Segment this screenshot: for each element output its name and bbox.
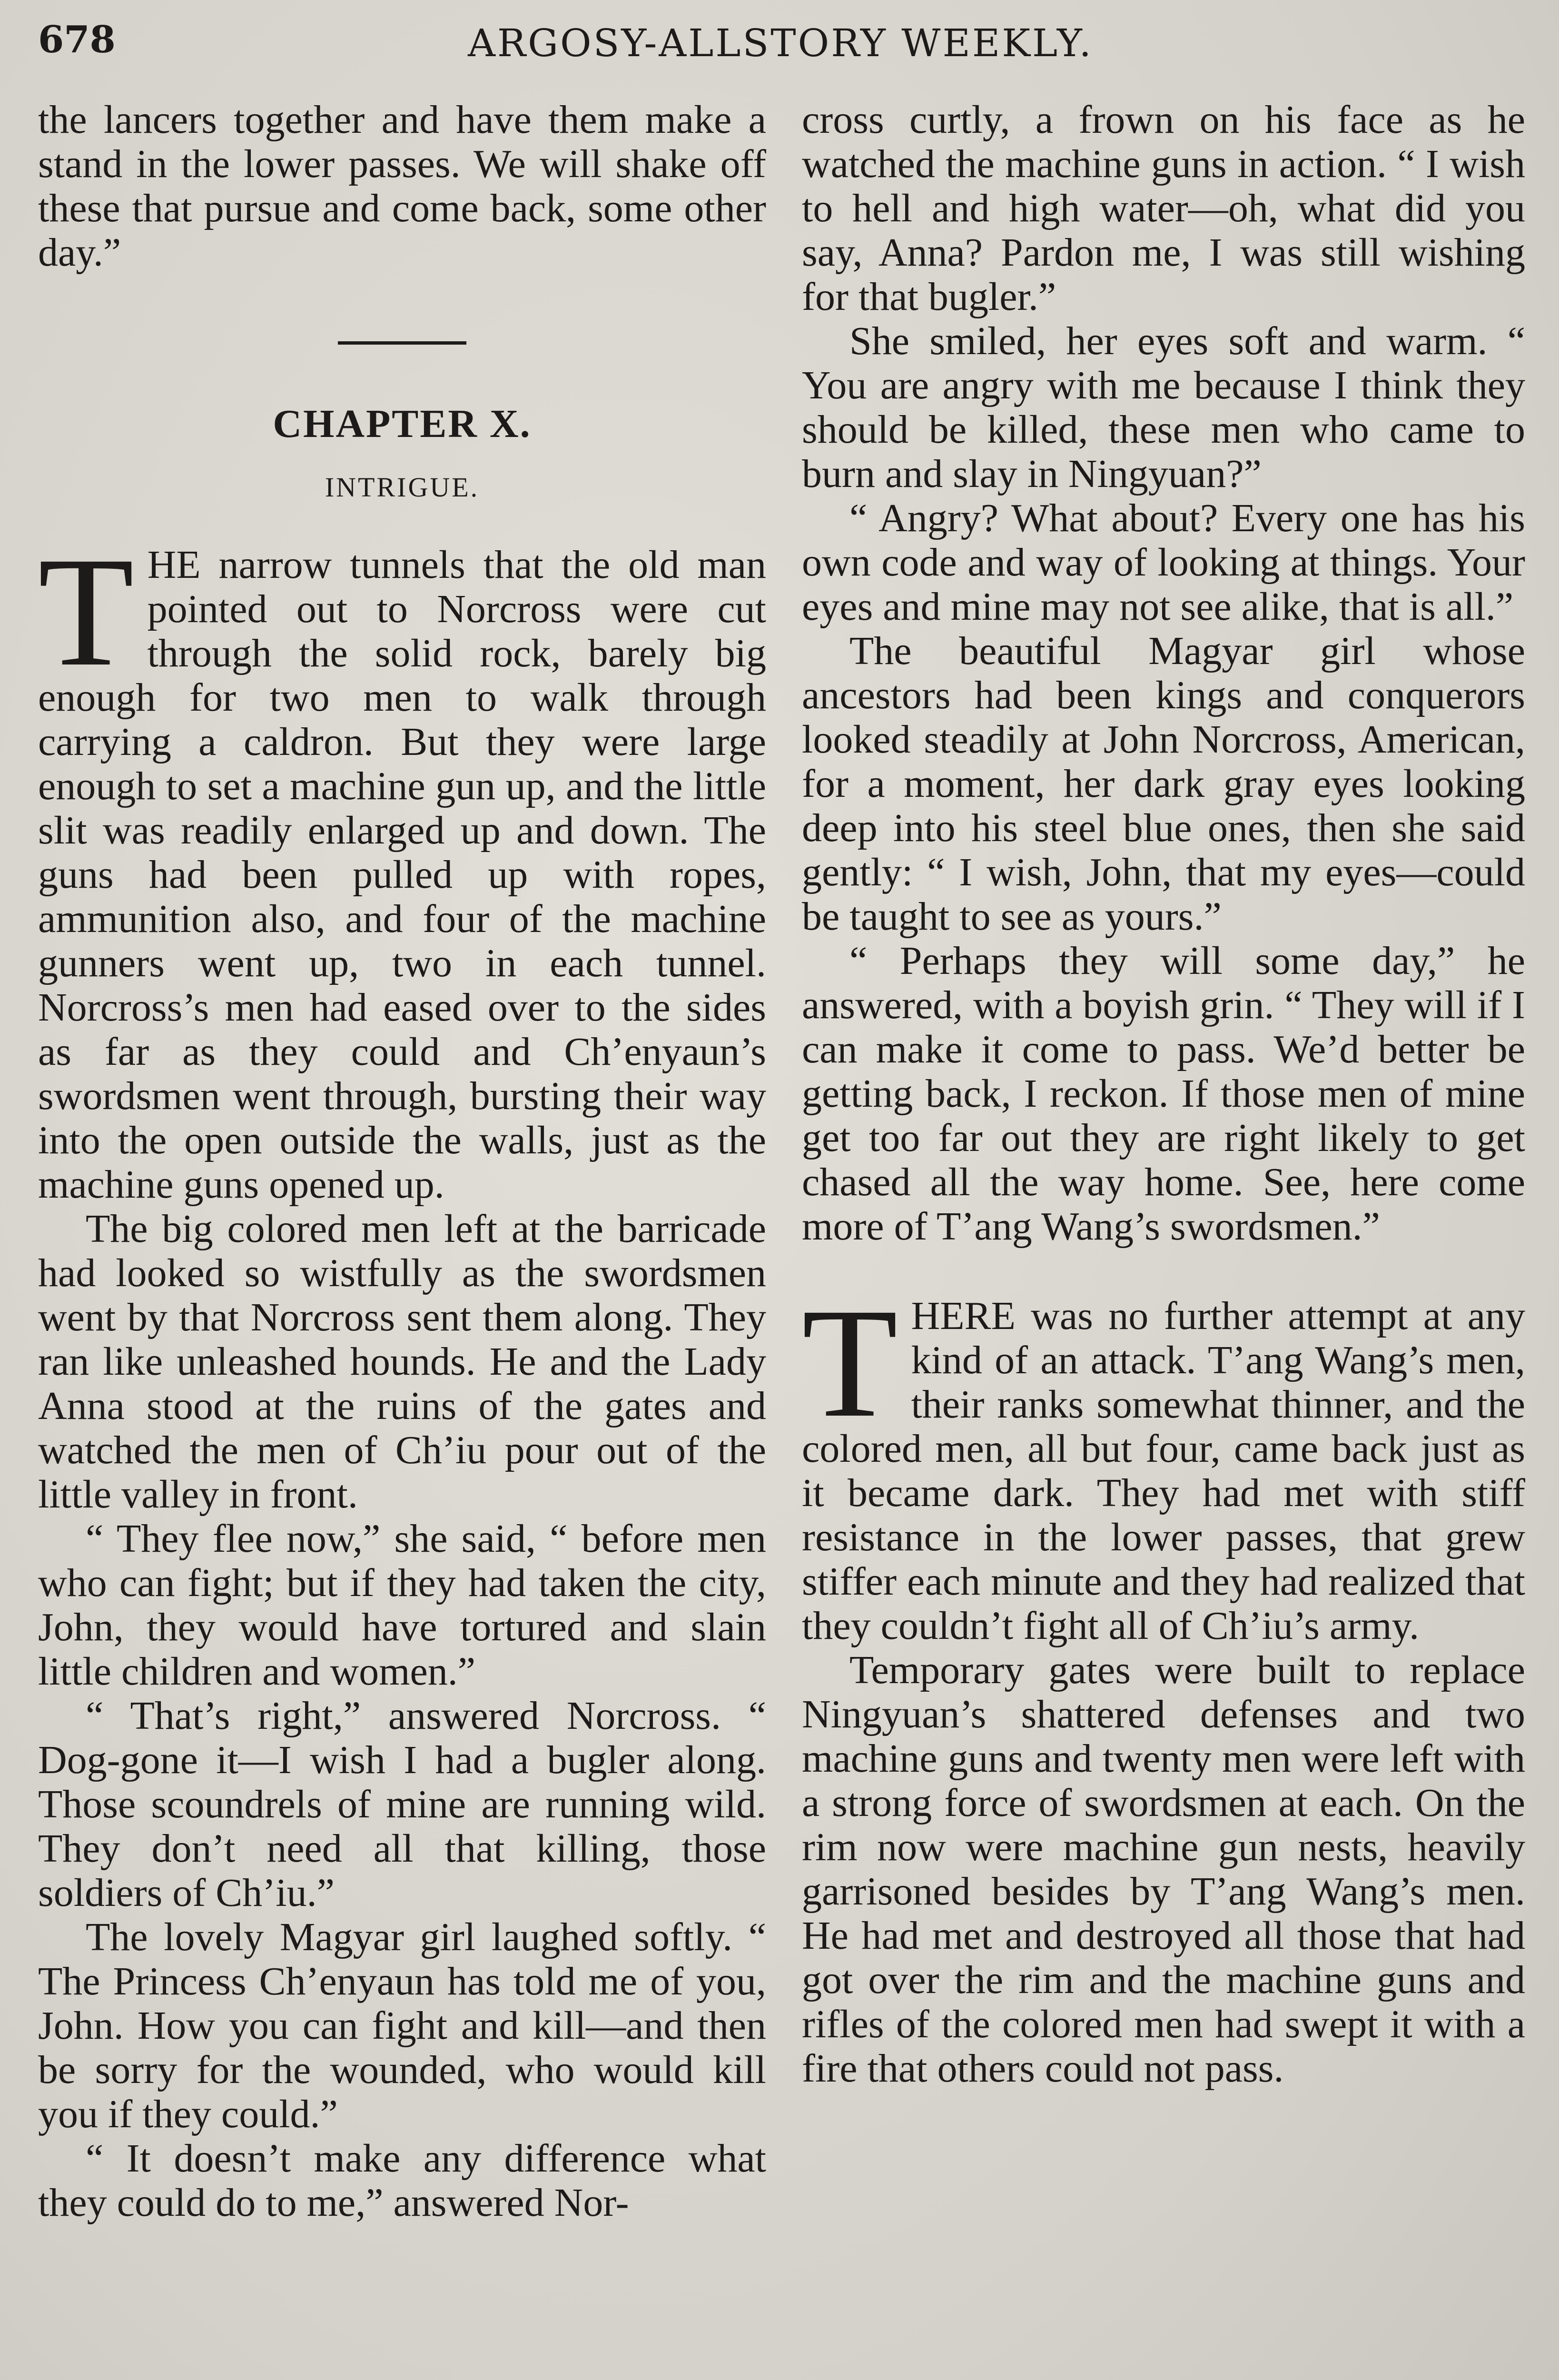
paragraph: Temporary gates were built to replace Ningyuan’s shattered defenses and two machine guns and twenty men were left with a strong force of swordsmen at each. On the rim now were machine gun nests, heavily garrisoned besides by T’ang Wang’s men. He had met and destroyed all those that had got over the rim and the machine guns and rifles of the colored men had swept it with a fire that others could not pass. <box>802 1648 1525 2091</box>
paragraph: The lovely Magyar girl laughed softly. “ The Princess Ch’enyaun has told me of you, John. How you can fight and kill—and then be sorry for the wounded, who would kill you if they could.” <box>38 1915 766 2136</box>
page-number: 678 <box>38 18 116 61</box>
paragraph: cross curtly, a frown on his face as he watched the machine guns in action. “ I wish to hell and high water—oh, what did you say, Anna? Pardon me, I was still wishing for that bugler.” <box>802 98 1525 319</box>
paragraph: THE narrow tunnels that the old man pointed out to Norcross were cut through the solid rock, barely big enough for two men to walk through carrying a caldron. But they were large enough to set a machine gun up, and the little slit was readily enlarged up and down. The guns had been pulled up with ropes, ammunition also, and four of the machine gunners went up, two in each tunnel. Norcross’s men had eased over to the sides as far as they could and Ch’enyaun’s swordsmen went through, bursting their way into the open outside the walls, just as the machine guns opened up. <box>38 525 766 1207</box>
paragraph: THERE was no further attempt at any kind of an attack. T’ang Wang’s men, their ranks somewhat thinner, and the colored men, all but four, came back just as it became dark. They had met with stiff resistance in the lower passes, that grew stiffer each minute and they had realized that they couldn’t fight all of Ch’iu’s army. <box>802 1276 1525 1648</box>
right-column <box>802 98 1525 2091</box>
chapter-title: CHAPTER X. <box>273 402 532 446</box>
paragraph: “ Perhaps they will some day,” he answered, with a boyish grin. “ They will if I can make it come to pass. We’d better be getting back, I reckon. If those men of mine get too far out they are right likely to get chased all the way home. See, here come more of T’ang Wang’s swordsmen.” <box>802 939 1525 1249</box>
paragraph: “ It doesn’t make any difference what they could do to me,” answered Nor- <box>38 2136 766 2225</box>
left-column <box>38 98 766 2225</box>
paragraph: “ That’s right,” answered Norcross. “ Dog-gone it—I wish I had a bugler along. Those scoundrels of mine are running wild. They don’t need all that killing, those soldiers of Ch’iu.” <box>38 1694 766 1915</box>
paragraph: The big colored men left at the barricade had looked so wistfully as the swordsmen went by that Norcross sent them along. They ran like unleashed hounds. He and the Lady Anna stood at the ruins of the gates and watched the men of Ch’iu pour out of the little valley in front. <box>38 1207 766 1517</box>
chapter-subtitle: INTRIGUE. <box>325 472 480 503</box>
paragraph: The beautiful Magyar girl whose ancestors had been kings and conquerors looked steadily at John Norcross, American, for a moment, her dark gray eyes looking deep into his steel blue ones, then she said gently: “ I wish, John, that my eyes—could be taught to see as yours.” <box>802 629 1525 939</box>
paragraph: “ Angry? What about? Every one has his own code and way of looking at things. Your eyes and mine may not see alike, that is all.” <box>802 496 1525 629</box>
page-header <box>38 13 1523 66</box>
opening-paragraph: the lancers together and have them make a stand in the lower passes. We will shake off these that pursue and come back, some other day.” <box>38 98 766 275</box>
running-title: ARGOSY-ALLSTORY WEEKLY. <box>468 21 1093 65</box>
section-break <box>802 1249 1525 1294</box>
paragraph: “ They flee now,” she said, “ before men who can fight; but if they had taken the city, John, they would have tortured and slain little children and women.” <box>38 1517 766 1694</box>
paragraph: She smiled, her eyes soft and warm. “ You are angry with me because I think they should be killed, these men who came to burn and slay in Ningyuan?” <box>802 319 1525 496</box>
section-rule <box>338 341 466 345</box>
